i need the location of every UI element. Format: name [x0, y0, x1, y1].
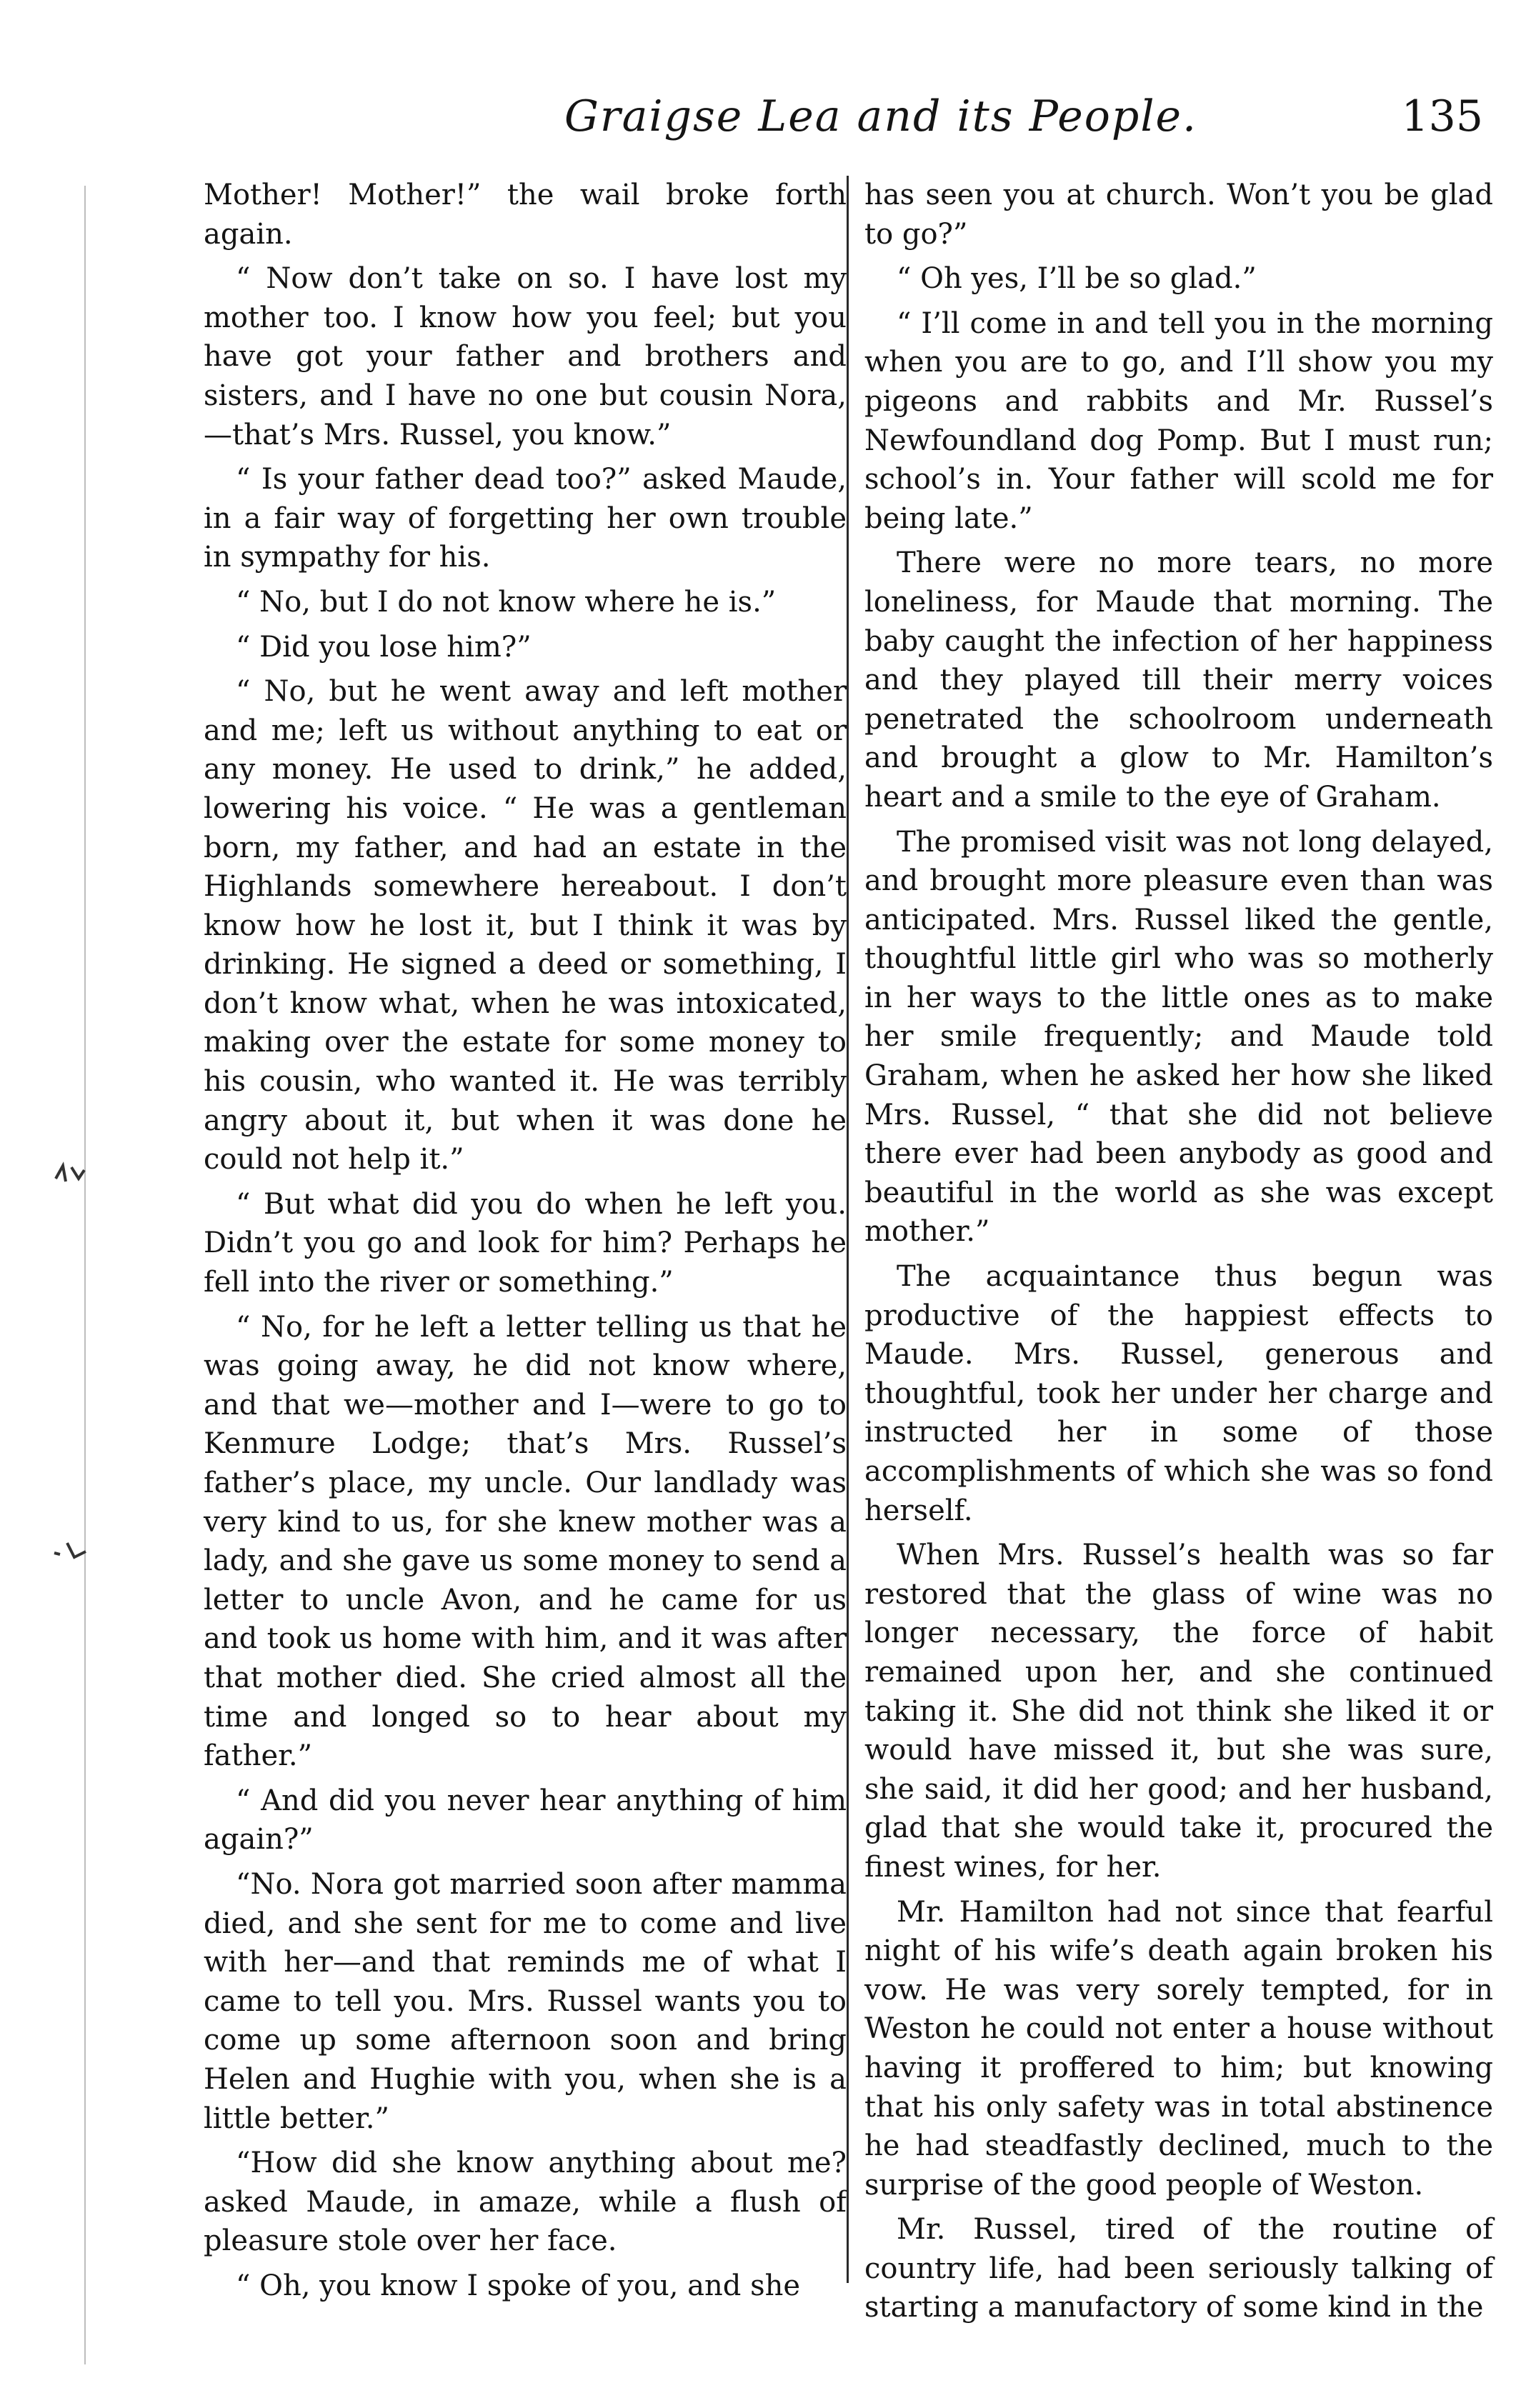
paragraph: “ Oh, you know I spoke of you, and she — [236, 2269, 801, 2302]
paragraph: “ Is your father dead too?” asked Maude, in a fair way of forgetting her own trouble in sympathy for his. — [204, 463, 847, 574]
paragraph: The promised visit was not long delayed, and brought more pleasure even than was anticipated. Mrs. Russel liked the gentle, thoughtful little girl who was so motherly in her ways to the little ones as to make her smile frequently; and Maude told Graham, when he asked her how she liked Mrs. Russel, “ that she did not believe there ever had been anybody as good and beautiful in the world as she was except mother.” — [864, 825, 1493, 1249]
paragraph: Mr. Hamilton had not since that fearful night of his wife’s death again broken his vow. He was very sorely tempted, for in Weston he could not enter a house without having it proffered to him; but knowing that his only safety was in total abstinence he had steadfastly declined, much to the surprise of the good people of Weston. — [864, 1895, 1493, 2202]
paragraph: “ I’ll come in and tell you in the morning when you are to go, and I’ll show you my pigeons and rabbits and Mr. Russel’s Newfoundland dog Pomp. But I must run; school’s in. Your father will scold me for being late.” — [864, 306, 1493, 535]
paragraph: “ No, for he left a letter telling us that he was going away, he did not know where, and that we—mother and I—were to go to Kenmure Lodge; that’s Mrs. Russel’s father’s place, my uncle. Our landlady was very kind to us, for she knew mother was a lady, and she gave us some money to send a letter to uncle Avon, and he came for us and took us home with him, and it was after that mother died. She cried almost all the time and longed so to hear about my father.” — [204, 1310, 847, 1773]
margin-mark-upper — [50, 1157, 93, 1193]
running-header — [193, 91, 1483, 156]
paragraph: “ No, but I do not know where he is.” — [236, 585, 777, 619]
paragraph: “ Now don’t take on so. I have lost my mother too. I know how you feel; but you have got your father and brothers and sisters, and I have no one but cousin Nora,—that’s Mrs. Russel, you know.” — [204, 262, 847, 451]
paragraph: “ But what did you do when he left you. Didn’t you go and look for him? Perhaps he fell into the river or something.” — [204, 1187, 847, 1299]
paragraph: has seen you at church. Won’t you be glad to go?” — [864, 179, 1493, 251]
paragraph: “ And did you never hear anything of him again?” — [204, 1784, 847, 1857]
right-column — [864, 176, 1493, 2333]
left-column — [204, 176, 847, 2311]
paragraph: The acquaintance thus begun was productive of the happiest effects to Maude. Mrs. Russel, generous and thoughtful, took her under her charge and instructed her in some of those accomplishments of which she was so fond herself. — [864, 1260, 1493, 1527]
paragraph: Mr. Russel, tired of the routine of country life, had been seriously talking of starting a manufactory of some kind in the — [864, 2213, 1493, 2324]
paragraph: When Mrs. Russel’s health was so far restored that the glass of wine was no longer necessary, the force of habit remained upon her, and she continued taking it. She did not think she liked it or would have missed it, but she was sure, she said, it did her good; and her husband, glad that she would take it, procured the finest wines, for her. — [864, 1539, 1493, 1884]
paragraph: “ Oh yes, I’ll be so glad.” — [897, 262, 1257, 296]
paragraph: “No. Nora got married soon after mamma died, and she sent for me to come and live with her—and that reminds me of what I came to tell you. Mrs. Russel wants you to come up some afternoon soon and bring Helen and Hughie with you, when she is a little better.” — [204, 1867, 847, 2135]
margin-mark-lower — [50, 1536, 100, 1572]
paragraph: There were no more tears, no more loneliness, for Maude that morning. The baby caught the infection of her happiness and they played till their merry voices penetrated the schoolroom underneath and brought a glow to Mr. Hamilton’s heart and a smile to the eye of Graham. — [864, 546, 1493, 814]
binding-edge-line — [84, 186, 86, 2364]
paragraph: “ Did you lose him?” — [236, 630, 532, 664]
paragraph: “ No, but he went away and left mother and me; left us without anything to eat or any money. He used to drink,” he added, lowering his voice. “ He was a gentleman born, my father, and had an estate in the Highlands somewhere hereabout. I don’t know how he lost it, but I think it was by drinking. He signed a deed or something, I don’t know what, when he was intoxicated, making over the estate for some money to his cousin, who wanted it. He was terribly angry about it, but when it was done he could not help it.” — [204, 675, 847, 1176]
paragraph: Mother! Mother!” the wail broke forth again. — [204, 179, 847, 251]
running-title: Graigse Lea and its People. — [564, 91, 1198, 141]
paragraph: “How did she know anything about me? asked Maude, in amaze, while a flush of pleasure stole over her face. — [204, 2147, 847, 2258]
column-divider — [847, 176, 849, 2283]
page-number: 135 — [1401, 91, 1483, 141]
